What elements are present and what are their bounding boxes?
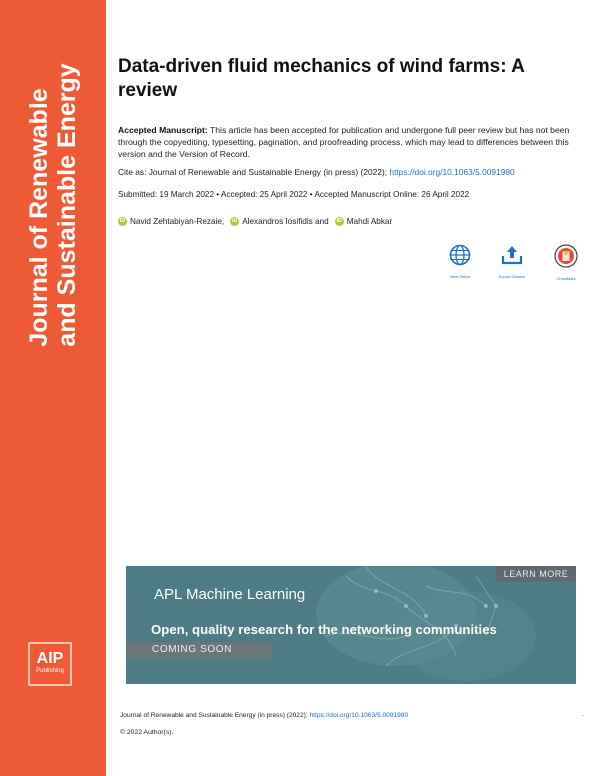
copyright-notice: © 2022 Author(s). bbox=[120, 729, 174, 736]
aip-logo-text: AIP bbox=[36, 650, 64, 667]
doi-link[interactable]: https://doi.org/10.1063/5.0091980 bbox=[389, 167, 515, 177]
export-citation-label: Export Citation bbox=[498, 274, 526, 279]
view-online-label: View Online bbox=[449, 274, 471, 279]
coming-soon-label: COMING SOON bbox=[126, 642, 272, 658]
footer-dot: . bbox=[582, 711, 584, 718]
aip-publishing-logo[interactable] bbox=[28, 642, 72, 686]
footer-cite-text: Journal of Renewable and Sustainable Energy (in press) (2022); bbox=[120, 712, 310, 719]
orcid-icon[interactable]: iD bbox=[231, 218, 238, 224]
author-name[interactable]: Alexandros Iosifidis and bbox=[242, 217, 329, 226]
banner-tagline: Open, quality research for the networking communities bbox=[151, 622, 497, 637]
view-online-button[interactable] bbox=[440, 244, 480, 279]
submission-dates: Submitted: 19 March 2022 • Accepted: 25 April 2022 • Accepted Manuscript Online: 26 April 2022 bbox=[118, 190, 470, 199]
journal-name-line2: and Sustainable Energy bbox=[53, 63, 81, 347]
crossmark-label: CrossMark bbox=[556, 276, 576, 281]
author-list bbox=[118, 217, 584, 226]
apl-ml-banner[interactable] bbox=[126, 566, 576, 684]
journal-sidebar bbox=[0, 0, 106, 776]
banner-title: APL Machine Learning bbox=[154, 586, 306, 603]
accepted-manuscript-notice bbox=[118, 125, 584, 160]
article-actions bbox=[440, 244, 586, 284]
author-name[interactable]: Mahdi Abkar bbox=[346, 217, 393, 226]
journal-name-vertical bbox=[25, 63, 81, 346]
cite-label: Cite as: Journal of Renewable and Sustainable Energy (in press) (2022); bbox=[118, 167, 390, 177]
accepted-text: This article has been accepted for publication and undergone full peer review but has not been through the copyediting, typesetting, pagination, and proofreading process, which may lead to differences between this version and the Version of Record. bbox=[118, 125, 570, 159]
crossmark-button[interactable] bbox=[546, 244, 586, 281]
author-name[interactable]: Navid Zehtabiyan-Rezaie, bbox=[130, 217, 225, 226]
globe-icon bbox=[449, 244, 471, 266]
footer-doi-link[interactable]: https://doi.org/10.1063/5.0091980 bbox=[309, 712, 409, 719]
export-citation-button[interactable] bbox=[492, 244, 532, 279]
orcid-icon[interactable]: iD bbox=[336, 218, 342, 224]
journal-name-line1: Journal of Renewable bbox=[25, 88, 53, 347]
article-title: Data-driven fluid mechanics of wind farms: A review bbox=[118, 56, 525, 101]
aip-logo-subtext: Publishing bbox=[36, 668, 64, 674]
orcid-icon[interactable]: iD bbox=[119, 218, 126, 224]
crossmark-icon bbox=[554, 244, 578, 268]
cite-as bbox=[118, 167, 584, 178]
learn-more-button[interactable]: LEARN MORE bbox=[496, 566, 576, 582]
accepted-label: Accepted Manuscript: bbox=[118, 125, 208, 135]
footer-citation bbox=[120, 712, 590, 719]
export-icon bbox=[500, 244, 524, 266]
